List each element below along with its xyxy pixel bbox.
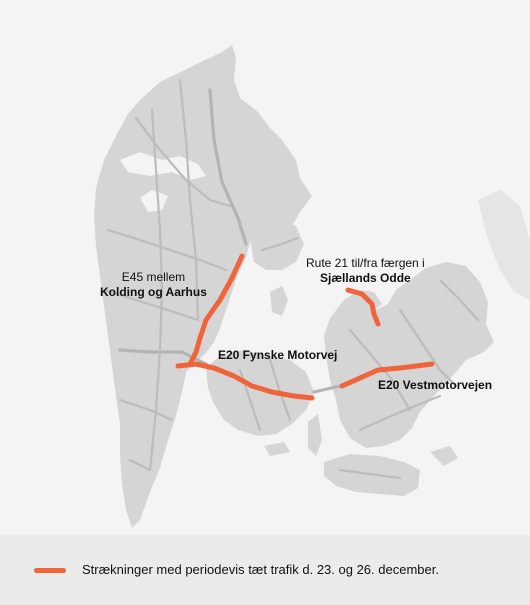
label-rute21-line2: Sjællands Odde (320, 271, 411, 285)
label-rute21-line1: Rute 21 til/fra færgen i (306, 256, 425, 270)
label-e45 (100, 270, 207, 300)
legend-text: Strækninger med periodevis tæt trafik d. 23. og 26. december. (82, 562, 439, 577)
legend (0, 535, 530, 605)
label-e20-fynske (218, 348, 337, 363)
label-e45-line1: E45 mellem (121, 270, 186, 284)
label-rute21 (306, 256, 425, 286)
label-e20-vest-line1: E20 Vestmotorvejen (378, 378, 493, 392)
label-e45-line2: Kolding og Aarhus (100, 285, 207, 299)
legend-swatch (34, 568, 66, 573)
samso-island (270, 286, 288, 316)
label-e20-fynske-line1: E20 Fynske Motorvej (218, 348, 338, 362)
label-e20-vest (378, 378, 492, 393)
